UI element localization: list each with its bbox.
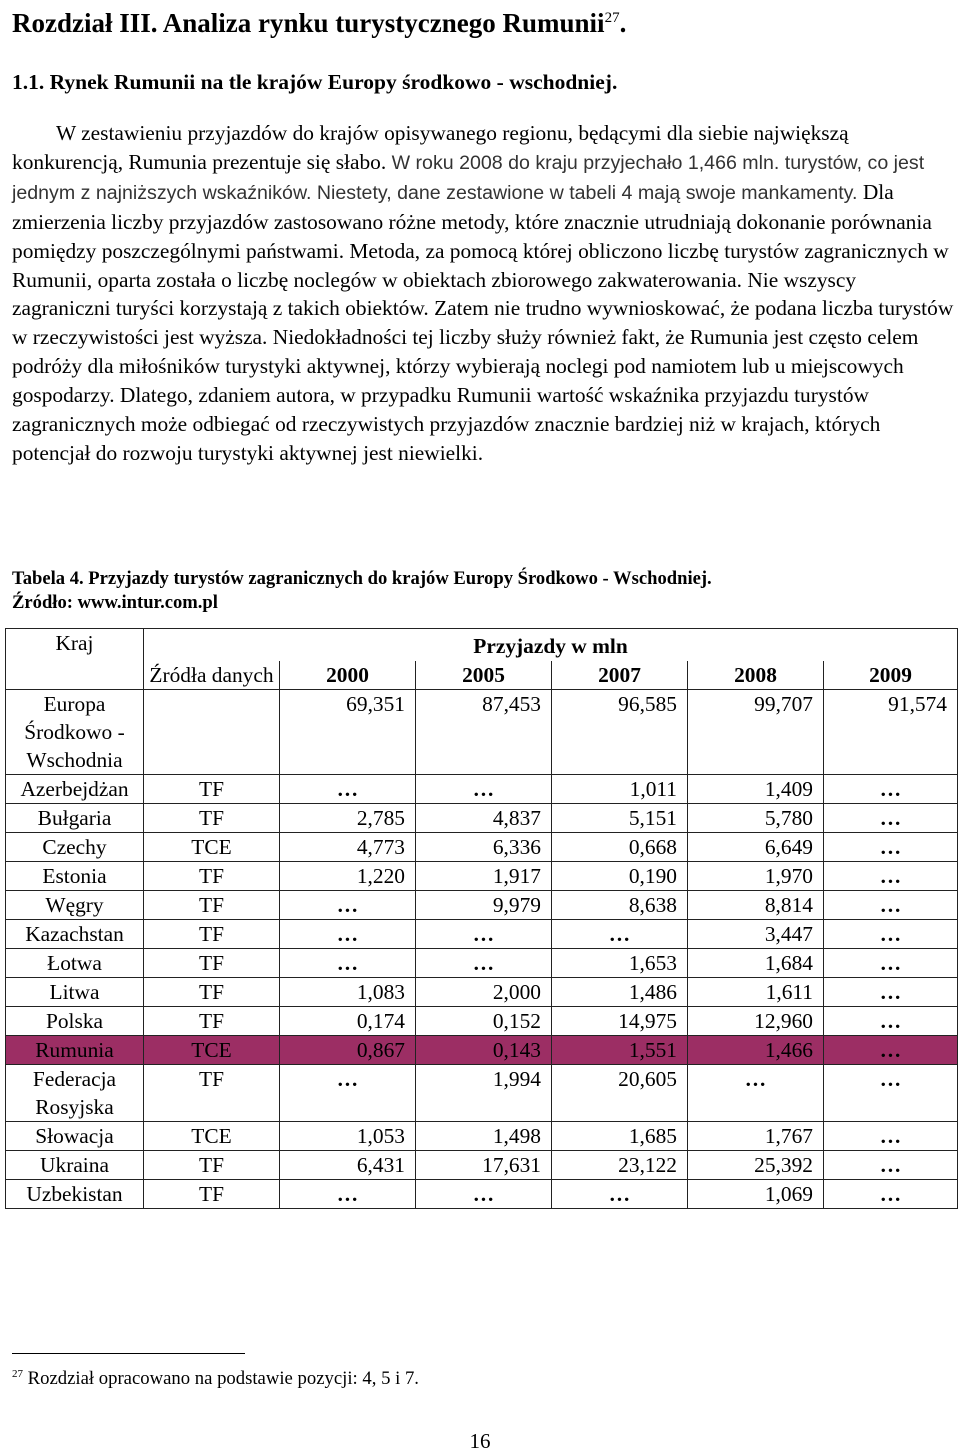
value-cell-2005: 1,498	[416, 1122, 552, 1151]
header-year-2009: 2009	[824, 661, 958, 690]
value-cell-2009: …	[824, 1065, 958, 1122]
country-cell: Ukraina	[6, 1151, 144, 1180]
value-cell-2000: …	[280, 1065, 416, 1122]
country-cell: Litwa	[6, 978, 144, 1007]
value-cell-2008: 1,069	[688, 1180, 824, 1209]
value-cell-2007: 1,685	[552, 1122, 688, 1151]
value-cell-2000: 4,773	[280, 833, 416, 862]
country-cell: Bułgaria	[6, 804, 144, 833]
value-cell-2009: …	[824, 862, 958, 891]
value-cell-2007: 23,122	[552, 1151, 688, 1180]
value-cell-2009: …	[824, 833, 958, 862]
footnote-divider	[12, 1353, 245, 1354]
table-row	[6, 690, 958, 775]
table-row	[6, 949, 958, 978]
value-cell-2009: …	[824, 891, 958, 920]
header-year-2000: 2000	[280, 661, 416, 690]
value-cell-2009: …	[824, 920, 958, 949]
value-cell-2009: …	[824, 949, 958, 978]
table-row	[6, 1151, 958, 1180]
value-cell-2009: …	[824, 1151, 958, 1180]
source-cell: TF	[144, 1151, 280, 1180]
table-subheader-row	[6, 661, 958, 690]
value-cell-2005: 2,000	[416, 978, 552, 1007]
arrivals-table	[5, 628, 958, 1209]
value-cell-2000: 1,053	[280, 1122, 416, 1151]
table-caption-source: Źródło: www.intur.com.pl	[12, 592, 218, 613]
source-cell	[144, 690, 280, 775]
value-cell-2008: 1,970	[688, 862, 824, 891]
value-cell-2007: 14,975	[552, 1007, 688, 1036]
source-cell: TF	[144, 1180, 280, 1209]
country-cell: Federacja Rosyjska	[6, 1065, 144, 1122]
table-row	[6, 1007, 958, 1036]
body-part-3: Dla zmierzenia liczby przyjazdów zastosowano różne metody, które znacznie utrudniają dokonanie porównania pomiędzy poszczególnymi państwami. Metoda, za pomocą której obliczono liczbę turystów zagranicznych w Rumunii, oparta została o liczbę noclegów w obiektach zbiorowego zakwaterowania. Nie wszyscy zagraniczni turyści korzystają z takich obiektów. Zatem nie trudno wywnioskować, że podana liczba turystów w rzeczywistości jest wyższa. Niedokładności tej liczby służy również fakt, że Rumunia jest często celem podróży dla miłośników turystyki aktywnej, którzy wybierają noclegi pod namiotem lub u miejscowych gospodarzy. Dlatego, zdaniem autora, w przypadku Rumunii wartość wskaźnika przyjazdu turystów zagranicznych może odbiegać od rzeczywistych przyjazdów znacznie bardziej niż w krajach, których potencjał do rozwoju turystyki aktywnej jest niewielki.	[12, 179, 954, 465]
value-cell-2008: 8,814	[688, 891, 824, 920]
body-part-2: W roku 2008 do kraju przyjechało 1,466 mln. turystów, co jest jednym z najniższych wskaźników. Niestety, dane zestawione w tabeli 4 mają swoje mankamenty.	[12, 151, 925, 204]
value-cell-2005: 87,453	[416, 690, 552, 775]
value-cell-2008: 5,780	[688, 804, 824, 833]
value-cell-2005: …	[416, 1180, 552, 1209]
value-cell-2000: …	[280, 775, 416, 804]
value-cell-2000: …	[280, 920, 416, 949]
country-cell: Łotwa	[6, 949, 144, 978]
source-cell: TF	[144, 1007, 280, 1036]
value-cell-2005: 4,837	[416, 804, 552, 833]
chapter-title	[12, 2, 626, 39]
table-body	[6, 690, 958, 1209]
header-group: Przyjazdy w mln	[144, 629, 958, 662]
value-cell-2008: 12,960	[688, 1007, 824, 1036]
value-cell-2000: 0,867	[280, 1036, 416, 1065]
source-cell: TCE	[144, 1036, 280, 1065]
value-cell-2000: 2,785	[280, 804, 416, 833]
country-cell: Węgry	[6, 891, 144, 920]
value-cell-2009: …	[824, 1180, 958, 1209]
table-row	[6, 978, 958, 1007]
value-cell-2007: 8,638	[552, 891, 688, 920]
country-cell: Polska	[6, 1007, 144, 1036]
value-cell-2007: 5,151	[552, 804, 688, 833]
header-country: Kraj	[6, 629, 144, 690]
value-cell-2007: 1,486	[552, 978, 688, 1007]
value-cell-2008: …	[688, 1065, 824, 1122]
value-cell-2009: …	[824, 978, 958, 1007]
value-cell-2009: 91,574	[824, 690, 958, 775]
value-cell-2007: 96,585	[552, 690, 688, 775]
value-cell-2007: …	[552, 920, 688, 949]
value-cell-2007: 1,551	[552, 1036, 688, 1065]
value-cell-2009: …	[824, 1036, 958, 1065]
source-cell: TF	[144, 1065, 280, 1122]
body-paragraph	[12, 119, 958, 468]
value-cell-2008: 99,707	[688, 690, 824, 775]
value-cell-2007: …	[552, 1180, 688, 1209]
table-row	[6, 775, 958, 804]
country-cell: Rumunia	[6, 1036, 144, 1065]
value-cell-2008: 1,684	[688, 949, 824, 978]
table-row	[6, 1122, 958, 1151]
value-cell-2005: …	[416, 949, 552, 978]
value-cell-2005: 6,336	[416, 833, 552, 862]
value-cell-2005: 1,994	[416, 1065, 552, 1122]
footnote-text: Rozdział opracowano na podstawie pozycji: 4, 5 i 7.	[27, 1368, 419, 1390]
table-row	[6, 891, 958, 920]
header-year-2007: 2007	[552, 661, 688, 690]
source-cell: TCE	[144, 833, 280, 862]
source-cell: TCE	[144, 1122, 280, 1151]
value-cell-2005: 9,979	[416, 891, 552, 920]
value-cell-2008: 1,409	[688, 775, 824, 804]
value-cell-2009: …	[824, 1122, 958, 1151]
value-cell-2008: 1,767	[688, 1122, 824, 1151]
source-cell: TF	[144, 949, 280, 978]
country-cell: Słowacja	[6, 1122, 144, 1151]
value-cell-2007: 1,011	[552, 775, 688, 804]
value-cell-2000: 69,351	[280, 690, 416, 775]
country-cell: Uzbekistan	[6, 1180, 144, 1209]
value-cell-2000: 1,220	[280, 862, 416, 891]
value-cell-2008: 1,466	[688, 1036, 824, 1065]
source-cell: TF	[144, 920, 280, 949]
footnote-reference[interactable]: 27	[604, 10, 620, 26]
header-year-2005: 2005	[416, 661, 552, 690]
table-row	[6, 804, 958, 833]
body-part-1: W zestawieniu przyjazdów do krajów opisywanego regionu, będącymi dla siebie największą konkurencją, Rumunia prezentuje się słabo.	[12, 121, 849, 174]
value-cell-2000: …	[280, 1180, 416, 1209]
value-cell-2000: …	[280, 949, 416, 978]
country-cell: Europa Środkowo - Wschodnia	[6, 690, 144, 775]
header-year-2008: 2008	[688, 661, 824, 690]
country-cell: Azerbejdżan	[6, 775, 144, 804]
source-cell: TF	[144, 775, 280, 804]
value-cell-2007: 0,190	[552, 862, 688, 891]
table-row	[6, 920, 958, 949]
source-cell: TF	[144, 978, 280, 1007]
value-cell-2008: 3,447	[688, 920, 824, 949]
value-cell-2007: 1,653	[552, 949, 688, 978]
country-cell: Czechy	[6, 833, 144, 862]
value-cell-2000: …	[280, 891, 416, 920]
footnote	[12, 1362, 419, 1391]
value-cell-2005: 0,143	[416, 1036, 552, 1065]
table-row	[6, 862, 958, 891]
country-cell: Estonia	[6, 862, 144, 891]
header-source: Źródła danych	[144, 661, 280, 690]
table-row	[6, 833, 958, 862]
value-cell-2005: …	[416, 920, 552, 949]
country-cell: Kazachstan	[6, 920, 144, 949]
value-cell-2009: …	[824, 775, 958, 804]
value-cell-2005: 0,152	[416, 1007, 552, 1036]
table-row	[6, 1180, 958, 1209]
chapter-title-end: .	[619, 8, 627, 38]
table-row	[6, 1065, 958, 1122]
source-cell: TF	[144, 891, 280, 920]
value-cell-2008: 1,611	[688, 978, 824, 1007]
value-cell-2009: …	[824, 1007, 958, 1036]
table-row	[6, 1036, 958, 1065]
footnote-number: 27	[12, 1368, 23, 1380]
value-cell-2005: 17,631	[416, 1151, 552, 1180]
value-cell-2000: 0,174	[280, 1007, 416, 1036]
value-cell-2000: 6,431	[280, 1151, 416, 1180]
table-header-row	[6, 629, 958, 662]
table-caption-title: Tabela 4. Przyjazdy turystów zagranicznych do krajów Europy Środkowo - Wschodniej.	[12, 568, 712, 589]
value-cell-2000: 1,083	[280, 978, 416, 1007]
value-cell-2008: 6,649	[688, 833, 824, 862]
value-cell-2009: …	[824, 804, 958, 833]
table-caption	[12, 567, 712, 615]
source-cell: TF	[144, 804, 280, 833]
value-cell-2008: 25,392	[688, 1151, 824, 1180]
source-cell: TF	[144, 862, 280, 891]
page-number: 16	[469, 1429, 491, 1453]
value-cell-2005: 1,917	[416, 862, 552, 891]
value-cell-2005: …	[416, 775, 552, 804]
value-cell-2007: 0,668	[552, 833, 688, 862]
value-cell-2007: 20,605	[552, 1065, 688, 1122]
section-title: 1.1. Rynek Rumunii na tle krajów Europy środkowo - wschodniej.	[12, 70, 618, 94]
chapter-title-text: Rozdział III. Analiza rynku turystycznego Rumunii	[12, 8, 605, 38]
